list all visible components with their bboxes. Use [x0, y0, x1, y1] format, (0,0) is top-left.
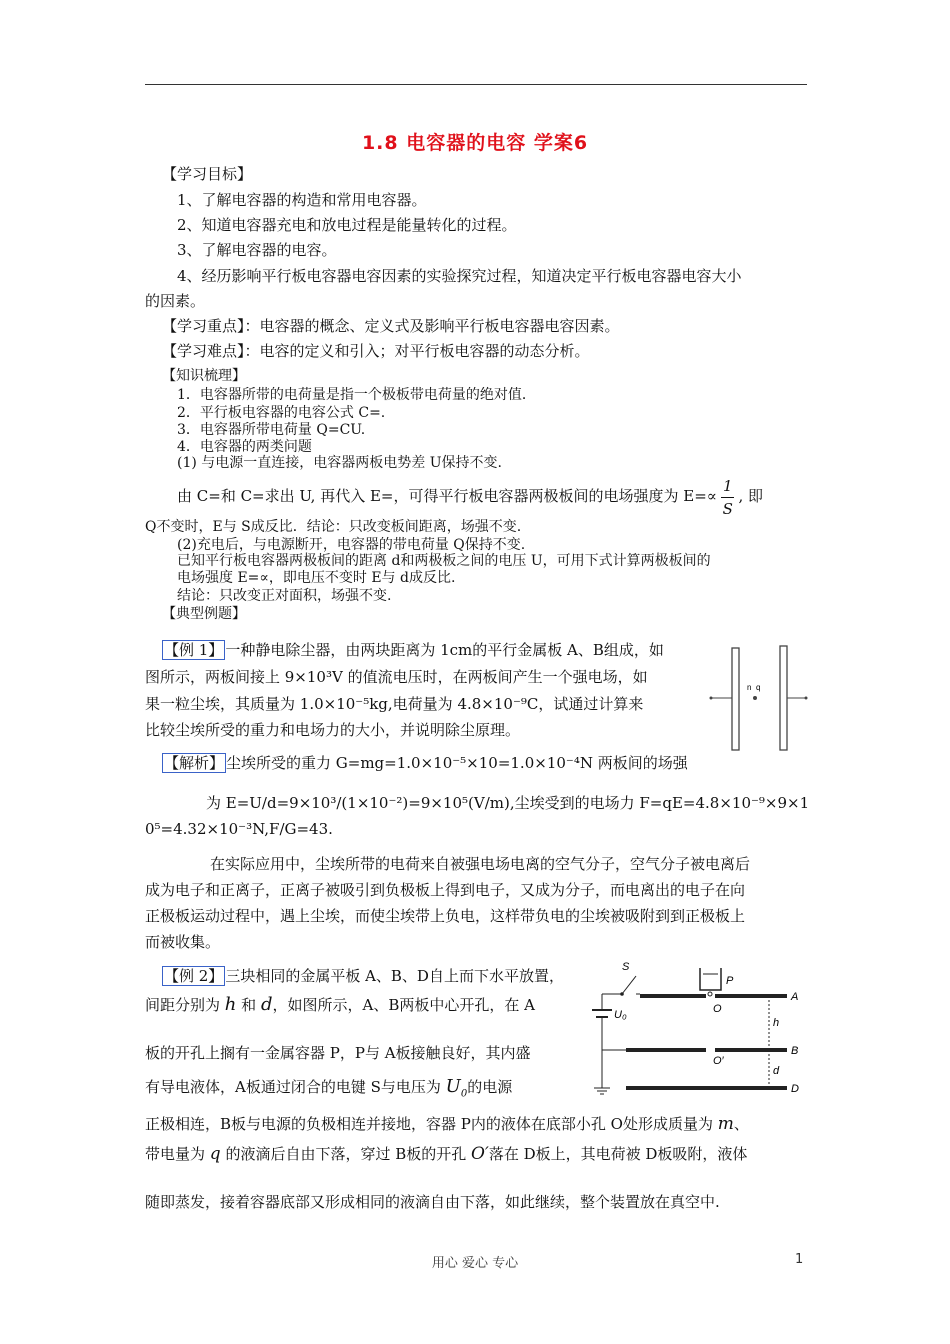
knowledge-line: 由 C=和 C=求出 U, 再代入 E=，可得平行板电容器两极板间的电场强度为 E=∝ [177, 487, 717, 505]
figure-label: q [756, 683, 761, 692]
key-point-label: 【学习重点】 [162, 317, 245, 335]
knowledge-line: (2)充电后，与电源断开，电容器的带电荷量 Q保持不变. [177, 537, 526, 553]
knowledge-line: , 即 [738, 487, 764, 505]
solution-para-line: 而被收集。 [145, 933, 221, 951]
example2-figure [584, 960, 806, 1098]
example2-line [145, 1077, 512, 1105]
solution-line: 为 E=U/d=9×10³/(1×10⁻²)=9×10⁵(V/m),尘埃受到的电场力 F=qE=4.8×10⁻⁹×9×1 [206, 794, 810, 812]
example2-text: 、 [733, 1115, 749, 1133]
examples-heading: 【典型例题】 [162, 606, 246, 622]
example2-line [145, 995, 535, 1015]
example2-text: 三块相同的金属平板 A、B、D自上而下水平放置， [225, 967, 564, 985]
solution-label: 【解析】 [164, 754, 225, 772]
knowledge-line: 结论：只改变正对面积，场强不变. [177, 588, 392, 604]
label-dd: d [773, 1065, 780, 1077]
plate-b [780, 646, 787, 750]
example2-text: 和 [241, 996, 257, 1014]
plate-a-right [715, 994, 787, 998]
key-point-text: ：电容器的概念、定义式及影响平行板电容器电容因素。 [244, 317, 620, 335]
terminal-left [710, 697, 713, 700]
example2-line: 板的开孔上搁有一金属容器 P，P与 A板接触良好，其内盛 [145, 1044, 531, 1062]
example2-text: 正极相连，B板与电源的负极相连并接地，容器 P内的液体在底部小孔 O处形成质量为 [145, 1115, 713, 1133]
example1-line: 果一粒尘埃，其质量为 1.0×10⁻⁵kg,电荷量为 4.8×10⁻⁹C，试通过计算来 [145, 695, 644, 713]
knowledge-line: 2．平行板电容器的电容公式 C=. [177, 405, 386, 421]
example2-label: 【例 2】 [164, 967, 224, 985]
objective-item: 1、了解电容器的构造和常用电容器。 [177, 191, 427, 209]
hole-o [708, 992, 712, 996]
footer-text: 用心 爱心 专心 [431, 1256, 519, 1271]
label-o: O [713, 1003, 722, 1015]
example2-line [145, 1144, 747, 1164]
solution-line [162, 753, 688, 773]
solution-text: 尘埃所受的重力 G=mg=1.0×10⁻⁵×10=1.0×10⁻⁴N 两板间的场强 [226, 754, 688, 772]
fraction-numerator: 1 [721, 475, 735, 498]
difficulty [162, 341, 590, 361]
example2-line: 随即蒸发，接着容器底部又形成相同的液滴自由下落，如此继续，整个装置放在真空中. [145, 1193, 720, 1211]
plate-a [732, 648, 739, 750]
fraction-denominator: S [722, 499, 733, 518]
knowledge-line: (1) 与电源一直连接，电容器两板电势差 U保持不变. [177, 455, 502, 471]
solution-para-line: 成为电子和正离子，正离子被吸引到负极板上得到电子，又成为分子，而电离出的电子在向 [145, 881, 746, 899]
label-b: B [791, 1045, 799, 1057]
objective-item: 3、了解电容器的电容。 [177, 241, 337, 259]
container-p [700, 968, 721, 990]
label-o-prime: O′ [713, 1055, 724, 1067]
label-d: D [791, 1083, 799, 1095]
symbol-u0 [445, 1076, 468, 1100]
label-s: S [622, 961, 630, 973]
knowledge-line: Q不变时，E与 S成反比．结论：只改变板间距离，场强不变. [145, 519, 522, 535]
page-number: 1 [795, 1252, 804, 1267]
difficulty-text: ：电容的定义和引入；对平行板电容器的动态分析。 [244, 342, 590, 360]
knowledge-formula-line [177, 474, 763, 520]
objectives-heading: 【学习目标】 [162, 165, 253, 183]
header-rule [145, 84, 807, 85]
switch-s [622, 976, 636, 994]
example2-text: 带电量为 [145, 1145, 206, 1163]
example1-label: 【例 1】 [164, 641, 224, 659]
example2-text: 有导电液体，A板通过闭合的电键 S与电压为 [145, 1078, 441, 1096]
example2-text: 的液滴后自由下落，穿过 B板的开孔 [225, 1145, 467, 1163]
plate-b-left [626, 1048, 706, 1052]
example2-text: 的电源 [467, 1078, 513, 1096]
example1-figure [708, 640, 812, 752]
terminal-right [805, 697, 808, 700]
symbol-u0-sub: 0 [460, 1088, 468, 1100]
objective-item: 的因素。 [145, 292, 206, 310]
knowledge-line: 4．电容器的两类问题 [177, 439, 312, 455]
symbol-u0-base: U [445, 1076, 461, 1097]
objective-item: 4、经历影响平行板电容器电容因素的实验探究过程，知道决定平行板电容器电容大小 [177, 267, 742, 285]
solution-para-line: 正极板运动过程中，遇上尘埃，而使尘埃带上负电，这样带负电的尘埃被吸附到到正极板上 [145, 907, 746, 925]
plate-a-left [640, 994, 706, 998]
label-h: h [773, 1017, 780, 1029]
fraction [721, 475, 735, 520]
solution-para-line: 在实际应用中，尘埃所带的电荷来自被强电场电离的空气分子，空气分子被电离后 [210, 855, 751, 873]
page-title: 1.8 电容器的电容 学案6 [361, 132, 589, 154]
symbol-m: m [717, 1114, 734, 1134]
symbol-o-prime: O′ [471, 1144, 489, 1164]
knowledge-line: 电场强度 E=∝，即电压不变时 E与 d成反比. [177, 570, 456, 586]
plate-b-right [715, 1048, 787, 1052]
example1-text: 一种静电除尘器，由两块距离为 1cm的平行金属板 A、B组成，如 [225, 641, 664, 659]
switch-pivot [620, 992, 624, 996]
symbol-d: d [260, 994, 273, 1015]
example2-line [145, 1114, 749, 1134]
example2-text: ，如图所示，A、B两板中心开孔，在 A [272, 996, 535, 1014]
symbol-h: h [224, 994, 237, 1015]
label-u0: U₀ [614, 1009, 627, 1021]
example1-line [162, 640, 664, 660]
knowledge-line: 已知平行板电容器两极板间的距离 d和两极板之间的电压 U，可用下式计算两极板间的 [177, 553, 711, 569]
difficulty-label: 【学习难点】 [162, 342, 245, 360]
example2-text: 落在 D板上，其电荷被 D板吸附，液体 [488, 1145, 748, 1163]
symbol-q: q [209, 1144, 221, 1164]
solution-line: 0⁵=4.32×10⁻³N,F/G=43. [145, 820, 333, 838]
example1-line: 图所示，两板间接上 9×10³V 的值流电压时，在两板间产生一个强电场，如 [145, 668, 648, 686]
label-a: A [791, 991, 799, 1003]
example2-text: 间距分别为 [145, 996, 221, 1014]
knowledge-line: 1．电容器所带的电荷量是指一个极板带电荷量的绝对值． [177, 387, 536, 403]
example2-line [162, 966, 564, 986]
plate-d [626, 1086, 787, 1090]
example1-line: 比较尘埃所受的重力和电场力的大小，并说明除尘原理。 [145, 721, 521, 739]
knowledge-heading: 【知识梳理】 [162, 368, 246, 384]
figure-label: n [747, 683, 752, 692]
label-p: P [726, 975, 734, 987]
knowledge-line: 3．电容器所带电荷量 Q=CU. [177, 422, 366, 438]
key-point [162, 316, 620, 336]
dust-particle [753, 696, 757, 700]
objective-item: 2、知道电容器充电和放电过程是能量转化的过程。 [177, 216, 517, 234]
